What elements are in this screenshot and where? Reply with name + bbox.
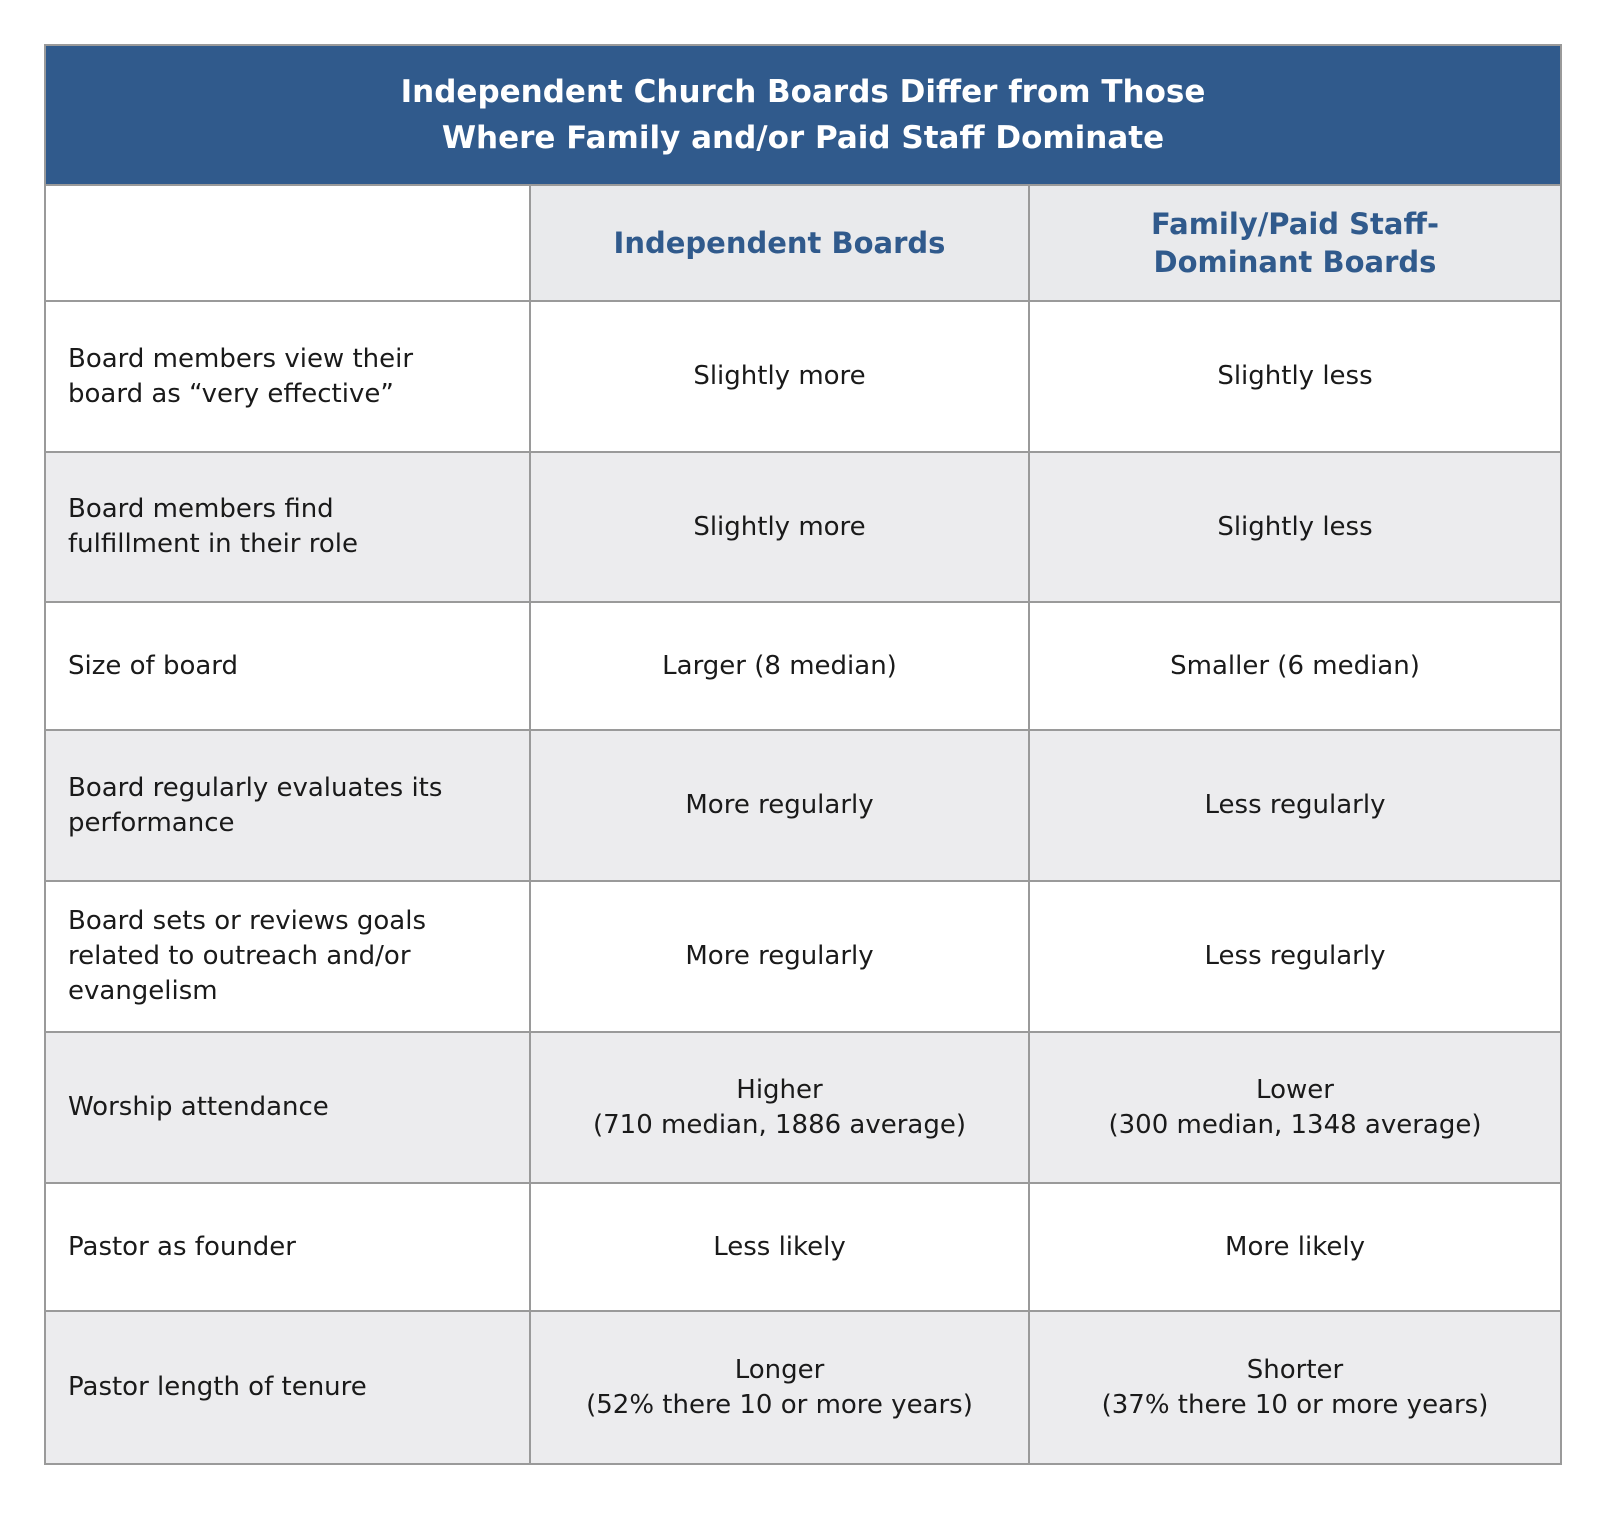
table-title-line-2: Where Family and/or Paid Staff Dominate [441, 120, 1165, 156]
independent-value [531, 1312, 1030, 1463]
header-family-line-1: Family/Paid Staff- [1151, 207, 1439, 241]
independent-value-line: Longer [734, 1354, 825, 1385]
independent-value [531, 1033, 1030, 1182]
row-label-line: Pastor length of tenure [68, 1372, 367, 1402]
table-row [46, 1033, 1560, 1184]
row-label [46, 1312, 531, 1463]
family-value-line: Shorter [1246, 1354, 1344, 1385]
row-label-line: Board members view their [68, 343, 414, 374]
family-value: Slightly less [1030, 453, 1560, 601]
row-label-line: evangelism [68, 976, 218, 1006]
row-label-line: board as “very effective” [68, 378, 394, 409]
independent-value: Larger (8 median) [531, 603, 1030, 729]
row-label [46, 731, 531, 880]
independent-value: More regularly [531, 882, 1030, 1031]
table-row [46, 731, 1560, 882]
family-value-line: Lower [1256, 1074, 1334, 1105]
column-header-row [46, 186, 1560, 302]
table-row [46, 453, 1560, 603]
row-label [46, 1184, 531, 1310]
family-value-line: (37% there 10 or more years) [1101, 1389, 1489, 1420]
independent-value: Slightly more [531, 302, 1030, 451]
independent-value: Less likely [531, 1184, 1030, 1310]
row-label [46, 603, 531, 729]
family-value: Smaller (6 median) [1030, 603, 1560, 729]
independent-value: More regularly [531, 731, 1030, 880]
row-label-line: performance [68, 807, 235, 838]
comparison-table [44, 44, 1562, 1465]
row-label-line: Board regularly evaluates its [68, 772, 443, 803]
row-label-line: fulfillment in their role [68, 529, 358, 559]
row-label [46, 302, 531, 451]
table-row [46, 302, 1560, 453]
table-row [46, 603, 1560, 731]
row-label-line: Board members find [68, 494, 334, 524]
header-family-line-2: Dominant Boards [1153, 245, 1437, 279]
row-label [46, 882, 531, 1031]
table-row [46, 882, 1560, 1033]
row-label-line: related to outreach and/or [68, 941, 411, 971]
row-label-line: Size of board [68, 650, 239, 681]
table-row [46, 1184, 1560, 1312]
header-family-staff-boards [1030, 186, 1560, 300]
family-value: More likely [1030, 1184, 1560, 1310]
family-value [1030, 1312, 1560, 1463]
header-independent-boards: Independent Boards [531, 186, 1030, 300]
independent-value-line: Higher [736, 1074, 823, 1105]
family-value: Less regularly [1030, 882, 1560, 1031]
row-label-line: Board sets or reviews goals [68, 906, 426, 936]
row-label-line: Pastor as founder [68, 1231, 296, 1262]
table-title-line-1: Independent Church Boards Differ from Those [400, 74, 1206, 110]
independent-value: Slightly more [531, 453, 1030, 601]
family-value-line: (300 median, 1348 average) [1108, 1109, 1482, 1140]
table-title [46, 46, 1560, 186]
table-row [46, 1312, 1560, 1463]
family-value [1030, 1033, 1560, 1182]
row-label [46, 1033, 531, 1182]
row-label [46, 453, 531, 601]
independent-value-line: (710 median, 1886 average) [592, 1109, 967, 1140]
family-value: Less regularly [1030, 731, 1560, 880]
independent-value-line: (52% there 10 or more years) [586, 1389, 973, 1420]
family-value: Slightly less [1030, 302, 1560, 451]
row-label-line: Worship attendance [68, 1092, 329, 1122]
header-empty-cell [46, 186, 531, 300]
